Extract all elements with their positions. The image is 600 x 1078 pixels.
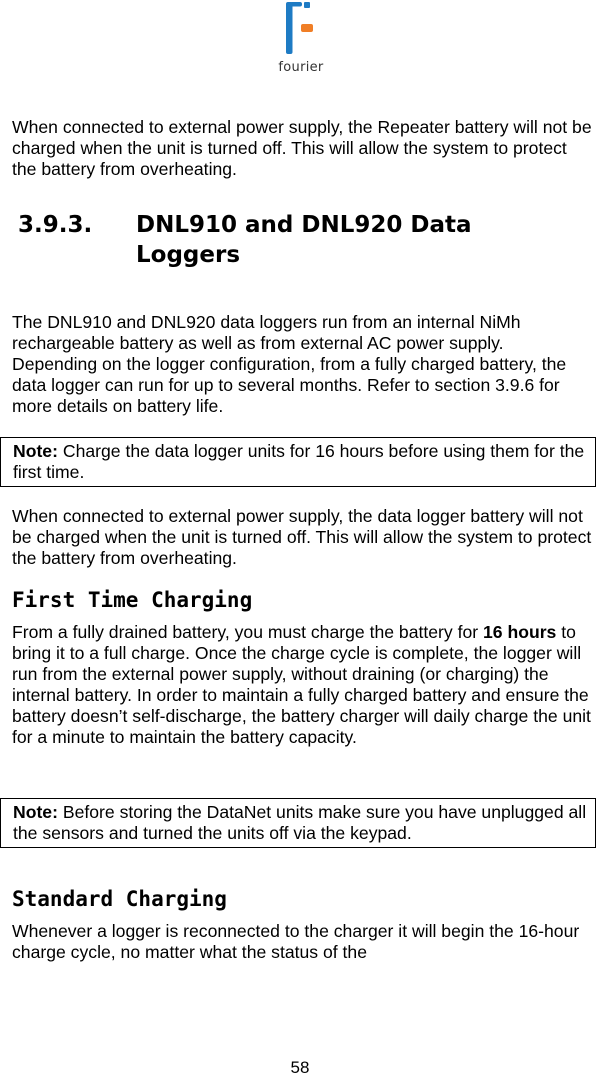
note-box-storage [0,798,596,848]
fourier-logo-icon [268,0,334,60]
note-label: Note: [13,802,58,822]
first-charging-details: to bring it to a full charge. Once the charge cycle is complete, the logger will run from the external power supply, without draining (or charging) the internal battery. In order to maintain a fully charged battery and ensure the battery doesn’t self-discharge, the battery charger will daily charge the unit for a minute to maintain the battery capacity. [12,622,591,747]
dnl-description-paragraph: The DNL910 and DNL920 data loggers run from an internal NiMh rechargeable battery as well as from external AC power supply. Depending on the logger configuration, from a fully charged battery, the data logger can run for up to several months. Refer to section 3.9.6 for more details on battery life. [12,312,567,416]
subheading-first-time-charging: First Time Charging [12,588,253,612]
section-number: 3.9.3. [18,212,93,238]
section-title: DNL910 and DNL920 Data Loggers [136,212,472,268]
standard-charging-paragraph: Whenever a logger is reconnected to the charger it will begin the 16-hour charge cycle, no matter what the status of the [12,921,580,962]
page-number: 58 [290,1058,310,1077]
external-power-paragraph: When connected to external power supply, the data logger battery will not be charged when the unit is turned off. This will allow the system to protect the battery from overheating. [12,506,592,568]
intro-paragraph: When connected to external power supply, the Repeater battery will not be charged when the unit is turned off. This will allow the system to protect the battery from overheating. [12,117,592,179]
note-text: Before storing the DataNet units make sure you have unplugged all the sensors and turned the units off via the keypad. [13,802,587,843]
first-charging-paragraph [12,622,592,748]
note-box-charge [0,437,596,487]
fourier-logo [268,0,334,80]
note-text: Charge the data logger units for 16 hours before using them for the first time. [13,441,585,482]
logo-wordmark: fourier [278,60,324,75]
note-label: Note: [13,441,58,461]
subheading-standard-charging: Standard Charging [12,887,227,911]
first-charging-intro: From a fully drained battery, you must charge the battery for [12,622,484,642]
first-charging-duration: 16 hours [483,622,557,642]
